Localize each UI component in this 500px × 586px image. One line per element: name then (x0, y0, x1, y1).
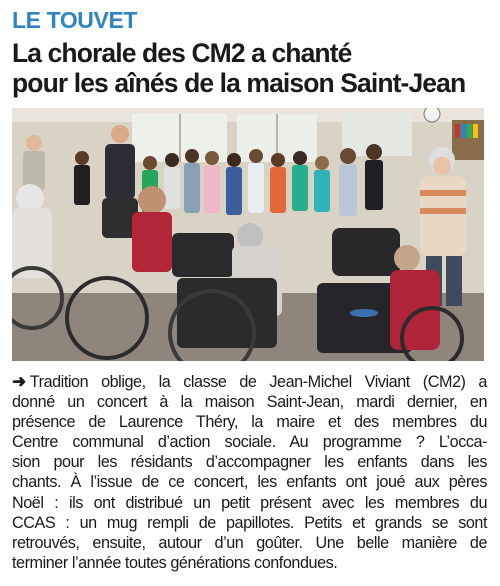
headline-line-2: pour les aînés de la maison Saint-Jean (12, 68, 466, 98)
article-line-5: sion pour les résidants d’accompagner les enfants dans les (12, 453, 487, 472)
article-line-2: donné un concert à la maison Saint-Jean, mardi dernier, en (12, 393, 487, 412)
article-photo (12, 108, 484, 361)
article-line-10: terminer l’année toutes générations confondues. (12, 553, 338, 572)
article-line-3: présence de Laurence Théry, la maire et des membres du (12, 413, 487, 432)
headline (12, 38, 492, 98)
article-line-1-text: Tradition oblige, la classe de Jean-Michel Viviant (CM2) a (29, 373, 487, 391)
article-body (12, 372, 487, 573)
article-line-9: retrouvés, ensuite, autour d’un goûter. Une belle manière de (12, 533, 487, 552)
article-line-6: chants. À l’issue de ce concert, les enfants ont joué aux pères (12, 473, 487, 492)
photo-illustration (12, 108, 484, 361)
article-line-7: Noël : ils ont distribué un petit présent avec les membres du (12, 493, 487, 512)
article-line-4: Centre communal d’action sociale. Au programme ? L’occa- (12, 433, 487, 452)
section-kicker: LE TOUVET (12, 7, 138, 33)
article-line-1 (12, 372, 487, 392)
headline-line-1: La chorale des CM2 a chanté (12, 38, 352, 68)
arrow-right-icon: ➜ (12, 372, 26, 391)
article-line-8: CCAS : un mug rempli de papillotes. Petits et grands se sont (12, 513, 487, 532)
